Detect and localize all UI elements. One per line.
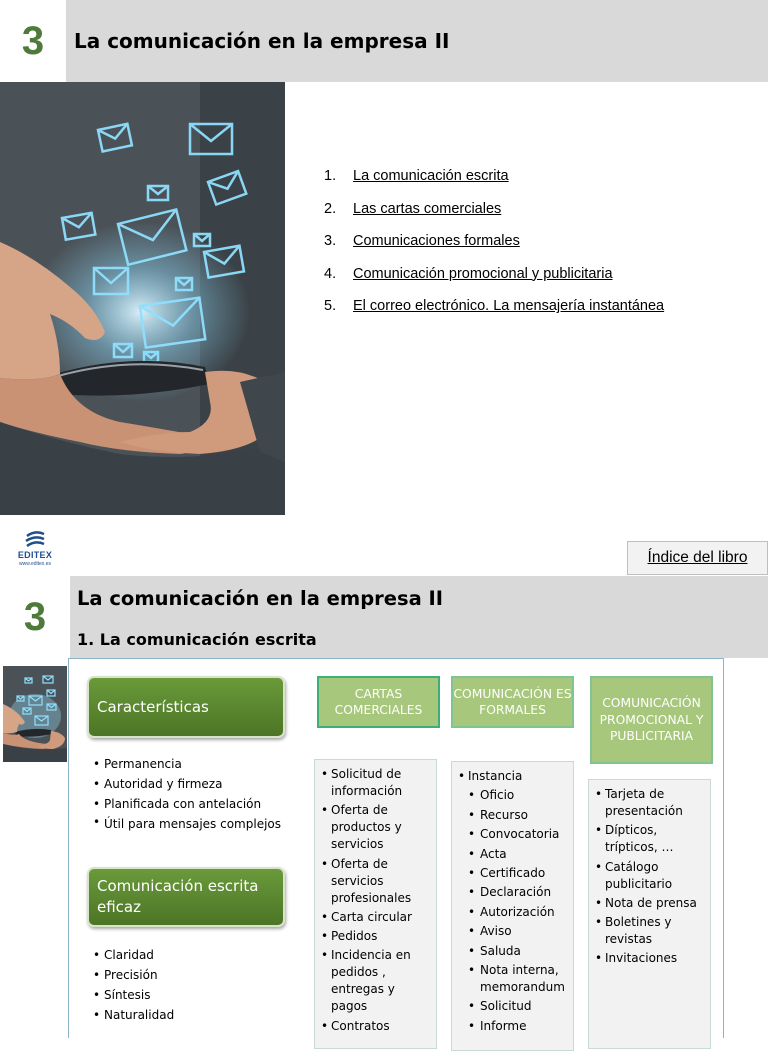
list-item: • Acta [458, 846, 571, 863]
formales-column [451, 761, 574, 1051]
toc-link-comunicaciones-formales[interactable]: Comunicaciones formales [353, 233, 520, 250]
toc-number: 4. [324, 265, 337, 282]
cartas-heading-box: CARTAS COMERCIALES [317, 676, 440, 728]
formales-list [458, 768, 571, 1037]
caracteristicas-list [93, 754, 293, 835]
list-item: • Convocatoria [458, 826, 571, 843]
toc-item [324, 168, 664, 201]
list-item: • Útil para mensajes complejos [93, 814, 293, 835]
toc-item [324, 266, 664, 299]
list-item: • Oferta de productos y servicios [321, 802, 434, 853]
slide-header-2 [70, 576, 768, 658]
list-item: • Recurso [458, 807, 571, 824]
list-item: • Nota interna, memorandum [458, 962, 571, 996]
toc-item [324, 298, 664, 331]
list-item: • Autoridad y firmeza [93, 774, 293, 794]
list-item: • Pedidos [321, 928, 434, 945]
list-item: • Autorización [458, 904, 571, 921]
thumbnail-illustration [3, 666, 67, 762]
editex-logo-mark [12, 530, 58, 550]
list-item: • Oficio [458, 787, 571, 804]
chapter-number: 3 [0, 0, 66, 82]
list-item: • Invitaciones [595, 950, 708, 967]
list-item: • Aviso [458, 923, 571, 940]
list-item: • Dípticos, trípticos, … [595, 822, 708, 856]
list-item: • Contratos [321, 1018, 434, 1035]
list-item: • Incidencia en pedidos , entregas y pagos [321, 947, 434, 1015]
book-index-button[interactable]: Índice del libro [627, 541, 768, 575]
editex-logo-url: www.editex.es [19, 561, 51, 567]
editex-logo-word: EDITEX [17, 550, 53, 560]
chapter-number-2: 3 [23, 594, 47, 639]
written-communication-diagram [68, 658, 724, 1038]
list-item: • Permanencia [93, 754, 293, 774]
cartas-list [321, 766, 434, 1037]
promocional-list [595, 786, 708, 970]
caracteristicas-heading-box: Características [87, 676, 285, 738]
list-item: • Claridad [93, 945, 174, 965]
formales-heading-box: COMUNICACIÓN ES FORMALES [451, 676, 574, 728]
list-item: • Instancia [458, 768, 571, 785]
table-of-contents [324, 168, 664, 331]
hands-phone-email-photo [0, 82, 285, 515]
list-item: • Catálogo publicitario [595, 859, 708, 893]
cartas-column [314, 759, 437, 1049]
list-item: • Síntesis [93, 985, 174, 1005]
hands-phone-illustration [0, 82, 285, 515]
slide-header [66, 0, 768, 82]
hands-phone-thumbnail [3, 666, 67, 762]
list-item: • Precisión [93, 965, 174, 985]
toc-number: 5. [324, 298, 337, 315]
toc-number: 1. [324, 168, 337, 184]
list-item: • Solicitud [458, 998, 571, 1015]
toc-link-comunicacion-escrita[interactable]: La comunicación escrita [353, 168, 509, 184]
toc-link-cartas-comerciales[interactable]: Las cartas comerciales [353, 200, 502, 217]
slide-title-2: La comunicación en la empresa II [77, 587, 444, 610]
list-item: • Certificado [458, 865, 571, 882]
promocional-column [588, 779, 711, 1049]
list-item: • Boletines y revistas [595, 914, 708, 948]
eficaz-heading-box: Comunicación escrita eficaz [87, 867, 285, 927]
list-item: • Saluda [458, 943, 571, 960]
eficaz-list [93, 945, 174, 1025]
toc-link-comunicacion-promocional[interactable]: Comunicación promocional y publicitaria [353, 265, 613, 282]
list-item: • Planificada con antelación [93, 794, 293, 814]
list-item: • Informe [458, 1018, 571, 1035]
toc-item [324, 201, 664, 234]
slide-subtitle: 1. La comunicación escrita [77, 630, 317, 649]
list-item: • Oferta de servicios profesionales [321, 856, 434, 907]
list-item: • Carta circular [321, 909, 434, 926]
list-item: • Nota de prensa [595, 895, 708, 912]
toc-item [324, 233, 664, 266]
toc-number: 2. [324, 200, 337, 217]
promocional-heading-box: COMUNICACIÓN PROMOCIONAL Y PUBLICITARIA [590, 676, 713, 764]
list-item: • Tarjeta de presentación [595, 786, 708, 820]
toc-number: 3. [324, 233, 337, 250]
list-item: • Declaración [458, 884, 571, 901]
editex-logo [12, 530, 58, 570]
list-item: • Naturalidad [93, 1005, 174, 1025]
toc-link-correo-electronico[interactable]: El correo electrónico. La mensajería instantánea [353, 298, 665, 315]
list-item: • Solicitud de información [321, 766, 434, 800]
slide-title: La comunicación en la empresa II [74, 29, 450, 53]
